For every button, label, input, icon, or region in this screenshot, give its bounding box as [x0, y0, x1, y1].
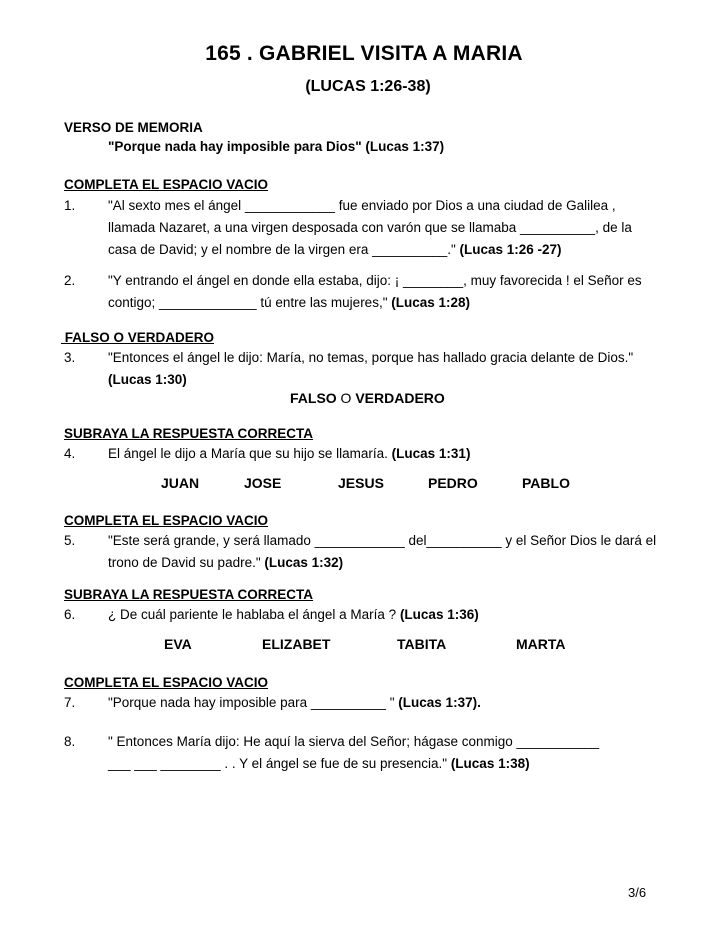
question-line: [108, 239, 674, 261]
question-line-text: trono de David su padre.": [108, 555, 265, 570]
answer-option[interactable]: PABLO: [522, 475, 570, 491]
answer-option[interactable]: PEDRO: [428, 475, 478, 491]
bible-reference: (Lucas 1:38): [450, 756, 530, 771]
question-number: 7.: [64, 695, 76, 710]
section-heading-fill-3: COMPLETA EL ESPACIO VACIO: [64, 675, 269, 690]
question-line-text: El ángel le dijo a María que su hijo se llamaría.: [108, 446, 392, 461]
memory-heading: VERSO DE MEMORIA: [64, 120, 203, 135]
bible-reference: (Lucas 1:30): [108, 372, 187, 387]
bible-reference: (Lucas 1:31): [391, 446, 471, 461]
bible-reference: (Lucas 1:37).: [398, 695, 481, 710]
bible-reference: (Lucas 1:36): [399, 607, 479, 622]
question-number: 2.: [64, 273, 76, 288]
question-line-text: ¿ De cuál pariente le hablaba el ángel a María ?: [108, 607, 400, 622]
question-number: 6.: [64, 607, 76, 622]
option-true[interactable]: VERDADERO: [355, 390, 445, 406]
question-line-text: ___ ___ ________ . . Y el ángel se fue de su presencia.": [108, 756, 451, 771]
question-line: [108, 292, 674, 314]
question-8-text: [108, 731, 674, 775]
question-line: "Este será grande, y será llamado ____________ del__________ y el Señor Dios le dará el: [108, 533, 657, 548]
question-line-text: contigo; _____________ tú entre las mujeres,": [108, 295, 392, 310]
question-line: [108, 753, 674, 775]
section-heading-underline-2: SUBRAYA LA RESPUESTA CORRECTA: [64, 587, 314, 602]
page-number: 3/6: [628, 885, 647, 900]
section-heading-true-false: FALSO O VERDADERO: [61, 330, 215, 345]
question-line: " Entonces María dijo: He aquí la sierva del Señor; hágase conmigo ___________: [108, 734, 600, 749]
bible-reference: (Lucas 1:28): [391, 295, 471, 310]
question-number: 8.: [64, 734, 76, 749]
question-5-text: [108, 530, 678, 574]
question-number: 5.: [64, 533, 76, 548]
true-false-options: [290, 389, 445, 407]
question-line: "Entonces el ángel le dijo: María, no temas, porque has hallado gracia delante de Dios.": [108, 350, 634, 365]
answer-option[interactable]: EVA: [164, 636, 192, 652]
memory-verse: "Porque nada hay imposible para Dios" (Lucas 1:37): [108, 139, 445, 154]
question-line: [108, 552, 678, 574]
question-line: llamada Nazaret, a una virgen desposada con varón que se llamaba __________, de la: [108, 220, 632, 235]
answer-option[interactable]: JOSE: [244, 475, 282, 491]
option-separator: O: [336, 390, 356, 406]
page-subtitle: (LUCAS 1:26-38): [305, 78, 431, 95]
question-number: 1.: [64, 198, 76, 213]
question-3-text: [108, 347, 688, 391]
question-line: "Y entrando el ángel en donde ella estaba, dijo: ¡ ________, muy favorecida ! el Señor es: [108, 273, 642, 288]
answer-option[interactable]: JESUS: [338, 475, 384, 491]
option-false[interactable]: FALSO: [290, 390, 337, 406]
answer-option[interactable]: TABITA: [397, 636, 447, 652]
answer-option[interactable]: MARTA: [516, 636, 566, 652]
bible-reference: (Lucas 1:32): [264, 555, 344, 570]
question-number: 4.: [64, 446, 76, 461]
section-heading-fill-2: COMPLETA EL ESPACIO VACIO: [64, 513, 269, 528]
question-7-text: [108, 692, 674, 714]
section-heading-fill-1: COMPLETA EL ESPACIO VACIO: [64, 177, 269, 192]
page-title: 165 . GABRIEL VISITA A MARIA: [205, 42, 523, 65]
question-1-text: [108, 195, 674, 261]
bible-reference: (Lucas 1:26 -27): [459, 242, 562, 257]
question-4-text: [108, 443, 674, 465]
question-line: "Al sexto mes el ángel ____________ fue enviado por Dios a una ciudad de Galilea ,: [108, 198, 616, 213]
question-line-text: "Porque nada hay imposible para __________ ": [108, 695, 399, 710]
question-line-text: casa de David; y el nombre de la virgen era __________.": [108, 242, 460, 257]
question-6-text: [108, 604, 674, 626]
answer-option[interactable]: JUAN: [161, 475, 200, 491]
question-number: 3.: [64, 350, 76, 365]
answer-option[interactable]: ELIZABET: [262, 636, 331, 652]
question-2-text: [108, 270, 674, 314]
section-heading-underline-1: SUBRAYA LA RESPUESTA CORRECTA: [64, 426, 314, 441]
